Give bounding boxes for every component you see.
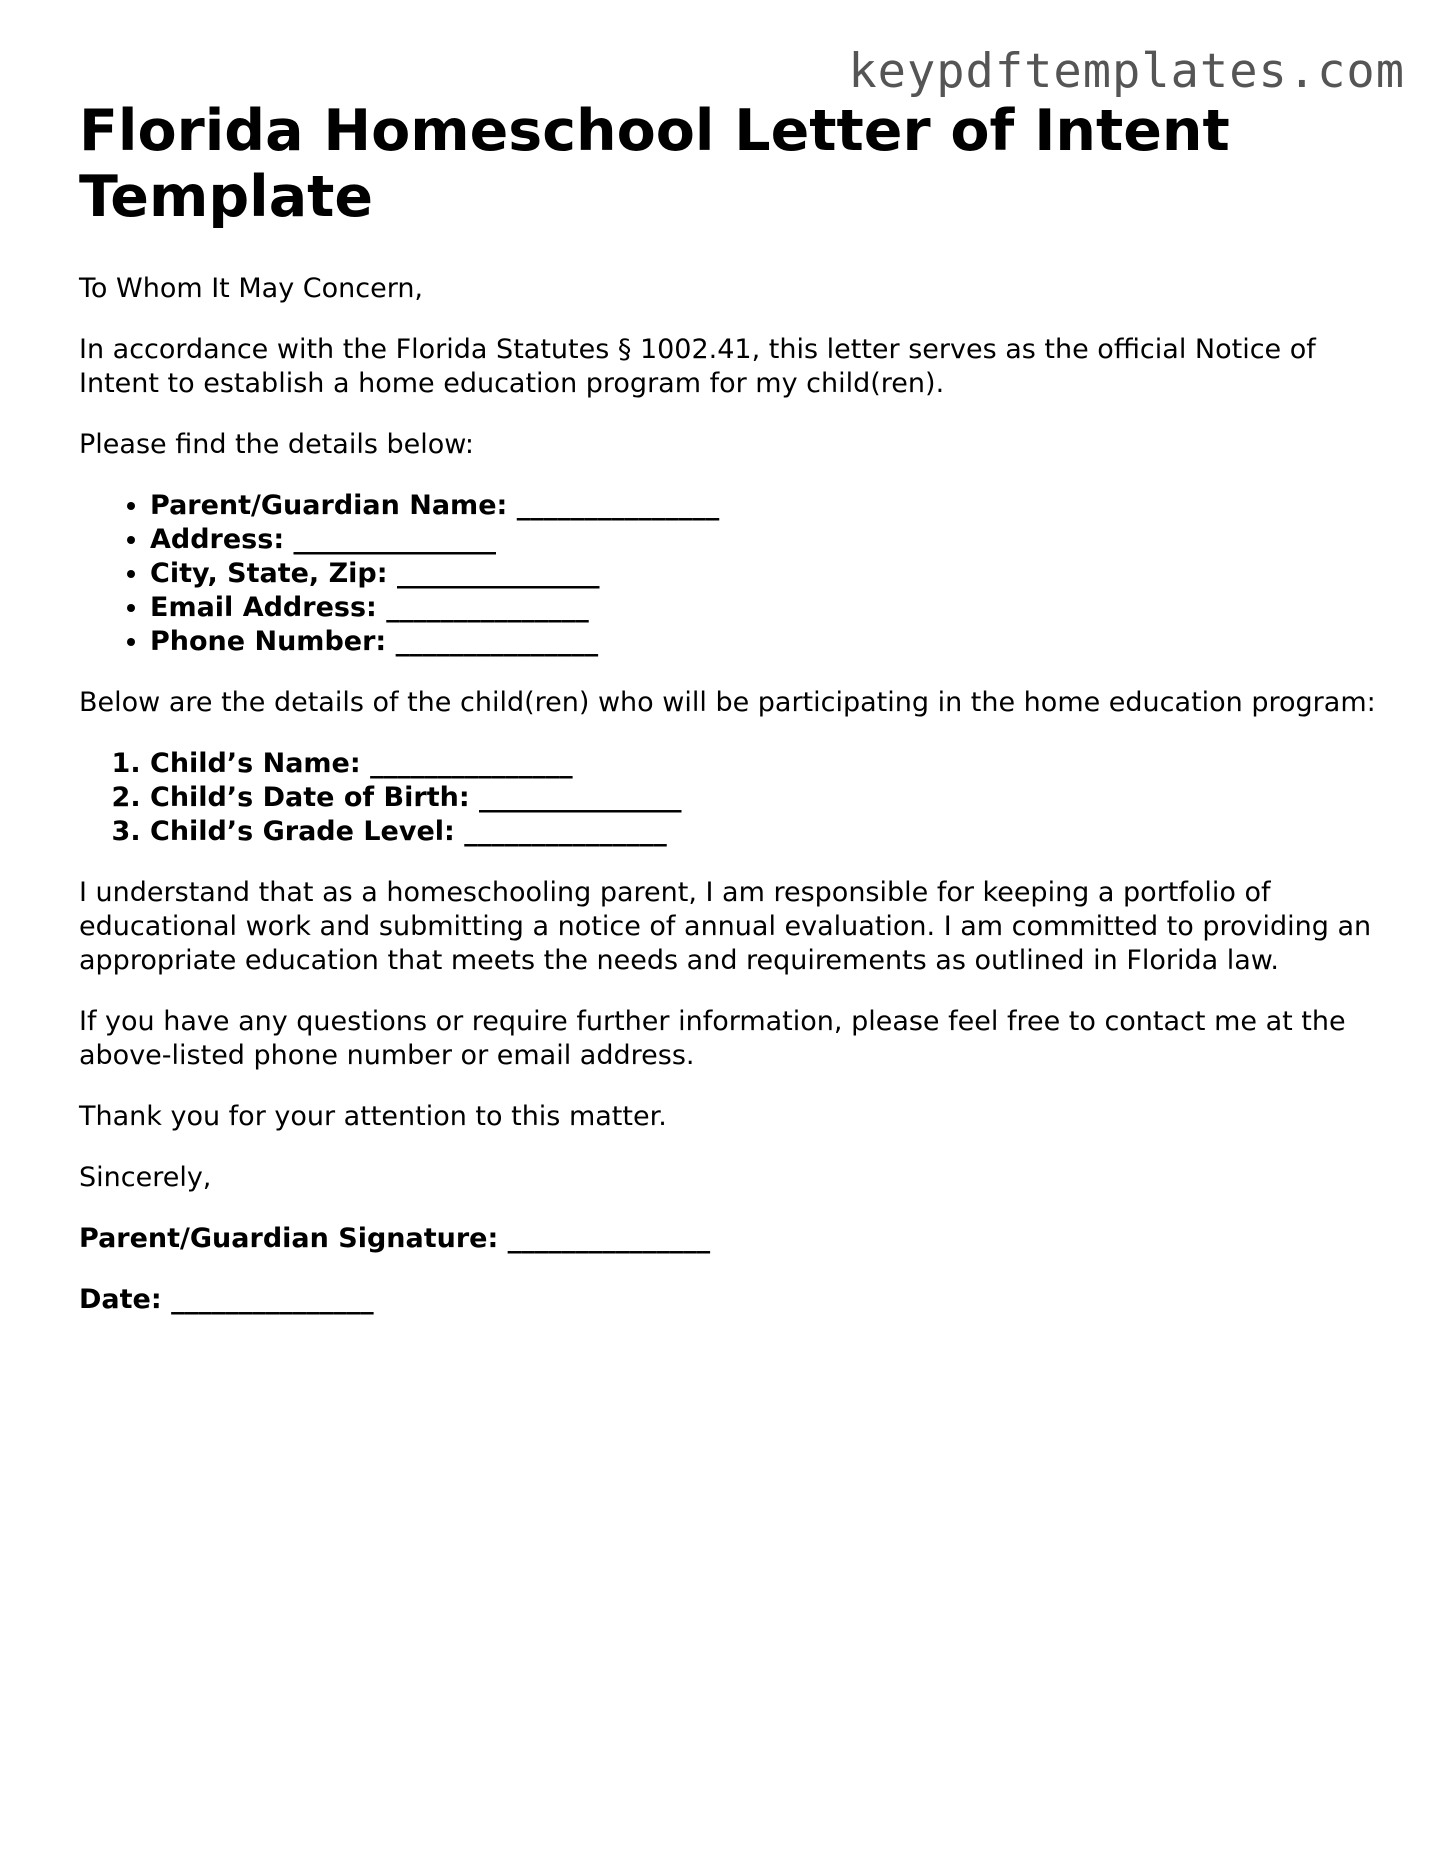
list-item [150,523,1379,557]
watermark: keypdftemplates.com [848,44,1405,99]
fill-blank[interactable]: _______________ [507,1223,711,1254]
list-item [150,747,1379,781]
responsibility-paragraph: I understand that as a homeschooling parent, I am responsible for keeping a portfolio of educational work and submitting a notice of annual evaluation. I am committed to providing an appropriate education that meets the needs and requirements as outlined in Florida law. [79,877,1372,976]
field-label: City, State, Zip: [150,558,388,589]
fill-blank[interactable]: _______________ [171,1284,374,1315]
field-label: Child’s Name: [150,748,361,779]
date-line [79,1283,1379,1317]
field-label: Address: [150,524,285,555]
child-details-list [79,747,1379,849]
list-item [150,591,1379,625]
fill-blank[interactable]: _______________ [386,592,589,623]
list-item [150,489,1379,523]
fill-blank[interactable]: _______________ [464,816,667,847]
thanks-paragraph: Thank you for your attention to this matter. [79,1101,667,1132]
closing: Sincerely, [79,1162,212,1193]
fill-blank[interactable]: _______________ [370,748,573,779]
list-item [150,557,1379,591]
signature-line [79,1222,1379,1256]
fill-blank[interactable]: _______________ [479,782,682,813]
list-item [150,815,1379,849]
field-label: Child’s Date of Birth: [150,782,470,813]
page-title: Florida Homeschool Letter of Intent Template [79,98,1230,230]
intro-paragraph: In accordance with the Florida Statutes § 1002.41, this letter serves as the official Notice of Intent to establish a home education program for my child(ren). [79,334,1316,399]
parent-details-list [79,489,1379,659]
field-label: Parent/Guardian Signature: [79,1223,499,1254]
field-label: Phone Number: [150,626,387,657]
fill-blank[interactable]: _______________ [293,524,497,555]
field-label: Email Address: [150,592,377,623]
fill-blank[interactable]: _______________ [395,626,599,657]
field-label: Parent/Guardian Name: [150,490,508,521]
field-label: Child’s Grade Level: [150,816,455,847]
list-item [150,781,1379,815]
questions-paragraph: If you have any questions or require further information, please feel free to contact me at the above-listed phone number or email address. [79,1006,1346,1071]
greeting: To Whom It May Concern, [79,273,424,304]
list-item [150,625,1379,659]
field-label: Date: [79,1284,162,1315]
letter-document [79,98,1379,1317]
fill-blank[interactable]: _______________ [516,490,720,521]
details-intro: Please find the details below: [79,429,474,460]
children-intro: Below are the details of the child(ren) who will be participating in the home education program: [79,687,1376,718]
fill-blank[interactable]: _______________ [396,558,600,589]
